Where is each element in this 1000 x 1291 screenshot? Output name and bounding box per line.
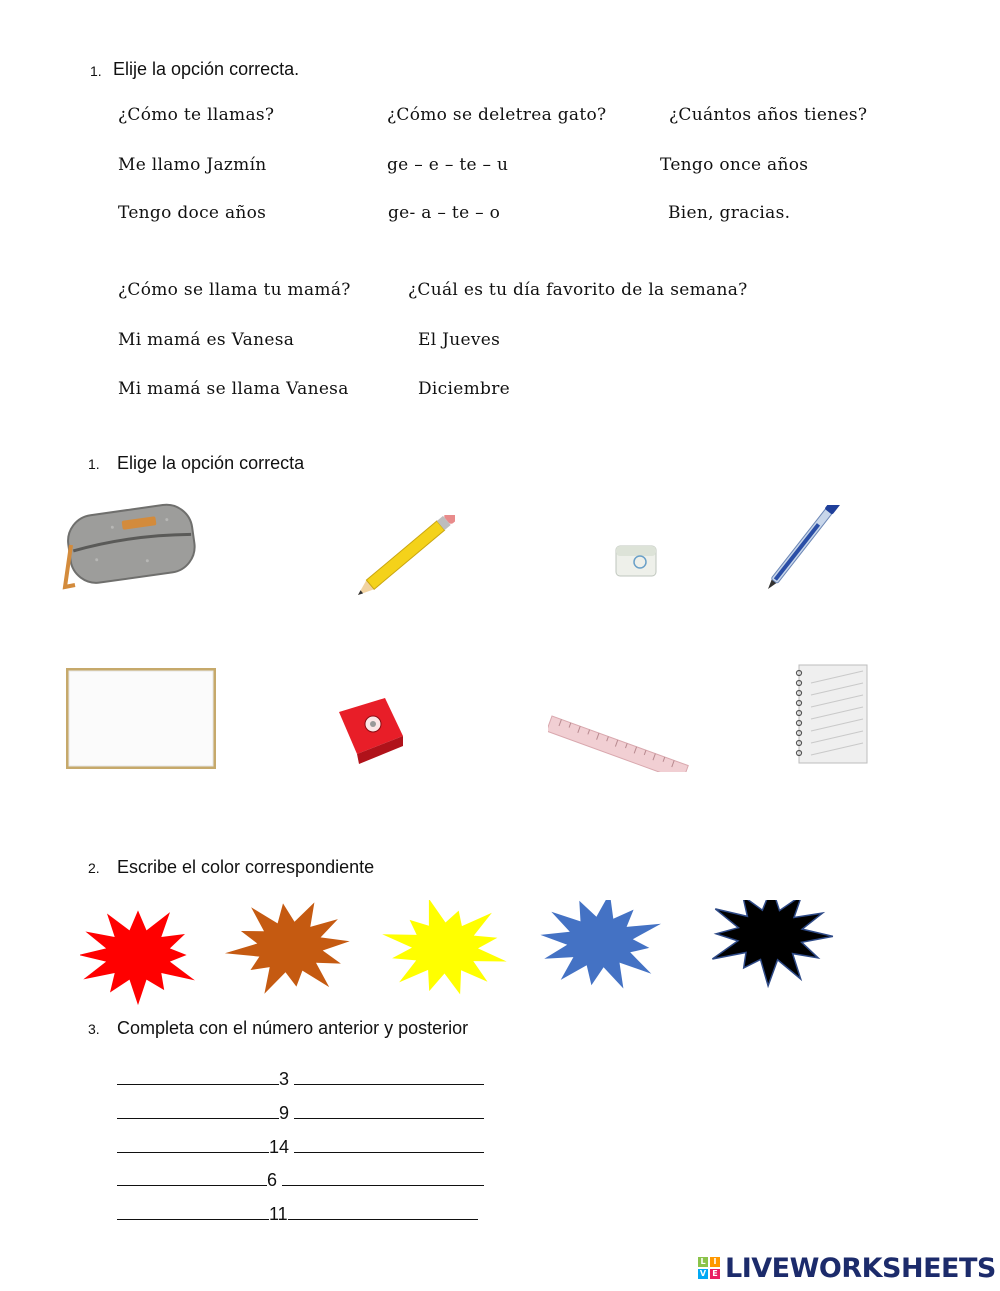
option-spell-2[interactable]: ge- a – te – o (388, 203, 501, 223)
sequence-number: 9 (279, 1103, 290, 1123)
sharpener-image[interactable] (333, 692, 413, 767)
sequence-row (117, 1134, 484, 1158)
color-burst[interactable] (225, 902, 350, 993)
pen-image[interactable] (760, 505, 850, 600)
section4-title: Completa con el número anterior y posterior (117, 1018, 469, 1038)
answer-before-blank[interactable] (117, 1066, 279, 1085)
option-day-1[interactable]: El Jueves (418, 330, 501, 350)
question-name: ¿Cómo te llamas? (118, 105, 275, 125)
sequence-number: 6 (267, 1170, 278, 1190)
answer-before-blank[interactable] (117, 1201, 269, 1220)
sequence-number: 14 (269, 1137, 290, 1157)
answer-before-blank[interactable] (117, 1167, 267, 1186)
option-age-1[interactable]: Tengo once años (660, 155, 809, 175)
question-spell: ¿Cómo se deletrea gato? (387, 105, 607, 125)
color-bursts (80, 900, 840, 1010)
sequence-row (117, 1201, 478, 1225)
answer-before-blank[interactable] (117, 1134, 269, 1153)
option-day-2[interactable]: Diciembre (418, 379, 510, 399)
section3-number: 2. (88, 860, 100, 876)
pencil-image[interactable] (350, 515, 455, 605)
whiteboard-image[interactable] (65, 667, 217, 770)
section2-title: Elige la opción correcta (117, 453, 305, 473)
eraser-image[interactable] (612, 540, 662, 582)
answer-after-blank[interactable] (294, 1066, 484, 1085)
option-age-2[interactable]: Bien, gracias. (668, 203, 791, 223)
answer-after-blank[interactable] (294, 1100, 484, 1119)
option-name-2[interactable]: Tengo doce años (118, 203, 267, 223)
color-burst[interactable] (712, 900, 833, 986)
section2-number: 1. (88, 456, 100, 472)
answer-after-blank[interactable] (294, 1134, 484, 1153)
answer-after-blank[interactable] (288, 1201, 478, 1220)
sequence-row (117, 1100, 484, 1124)
sequence-number: 11 (269, 1204, 288, 1224)
question-age: ¿Cuántos años tienes? (669, 105, 868, 125)
question-day: ¿Cuál es tu día favorito de la semana? (408, 280, 748, 300)
answer-after-blank[interactable] (282, 1167, 484, 1186)
option-mom-2[interactable]: Mi mamá se llama Vanesa (118, 379, 349, 399)
sequence-row (117, 1167, 484, 1191)
color-burst[interactable] (382, 900, 507, 994)
sequence-number: 3 (279, 1069, 290, 1089)
color-burst[interactable] (540, 900, 661, 989)
section1-number: 1. (90, 63, 102, 79)
section3-title: Escribe el color correspondiente (117, 857, 375, 877)
sequence-row (117, 1066, 484, 1090)
ruler-image[interactable] (548, 700, 693, 772)
pencil-case-image[interactable] (55, 495, 205, 605)
color-burst[interactable] (80, 910, 195, 1005)
liveworksheets-brand: LIVEWORKSHEETS (725, 1253, 996, 1284)
question-mom: ¿Cómo se llama tu mamá? (118, 280, 351, 300)
liveworksheets-logo-icon: L I V E (698, 1257, 722, 1281)
answer-before-blank[interactable] (117, 1100, 279, 1119)
option-name-1[interactable]: Me llamo Jazmín (118, 155, 267, 175)
section1-title: Elije la opción correcta. (113, 59, 300, 79)
option-mom-1[interactable]: Mi mamá es Vanesa (118, 330, 295, 350)
notebook-image[interactable] (793, 663, 871, 767)
option-spell-1[interactable]: ge – e – te – u (387, 155, 509, 175)
section4-number: 3. (88, 1021, 100, 1037)
